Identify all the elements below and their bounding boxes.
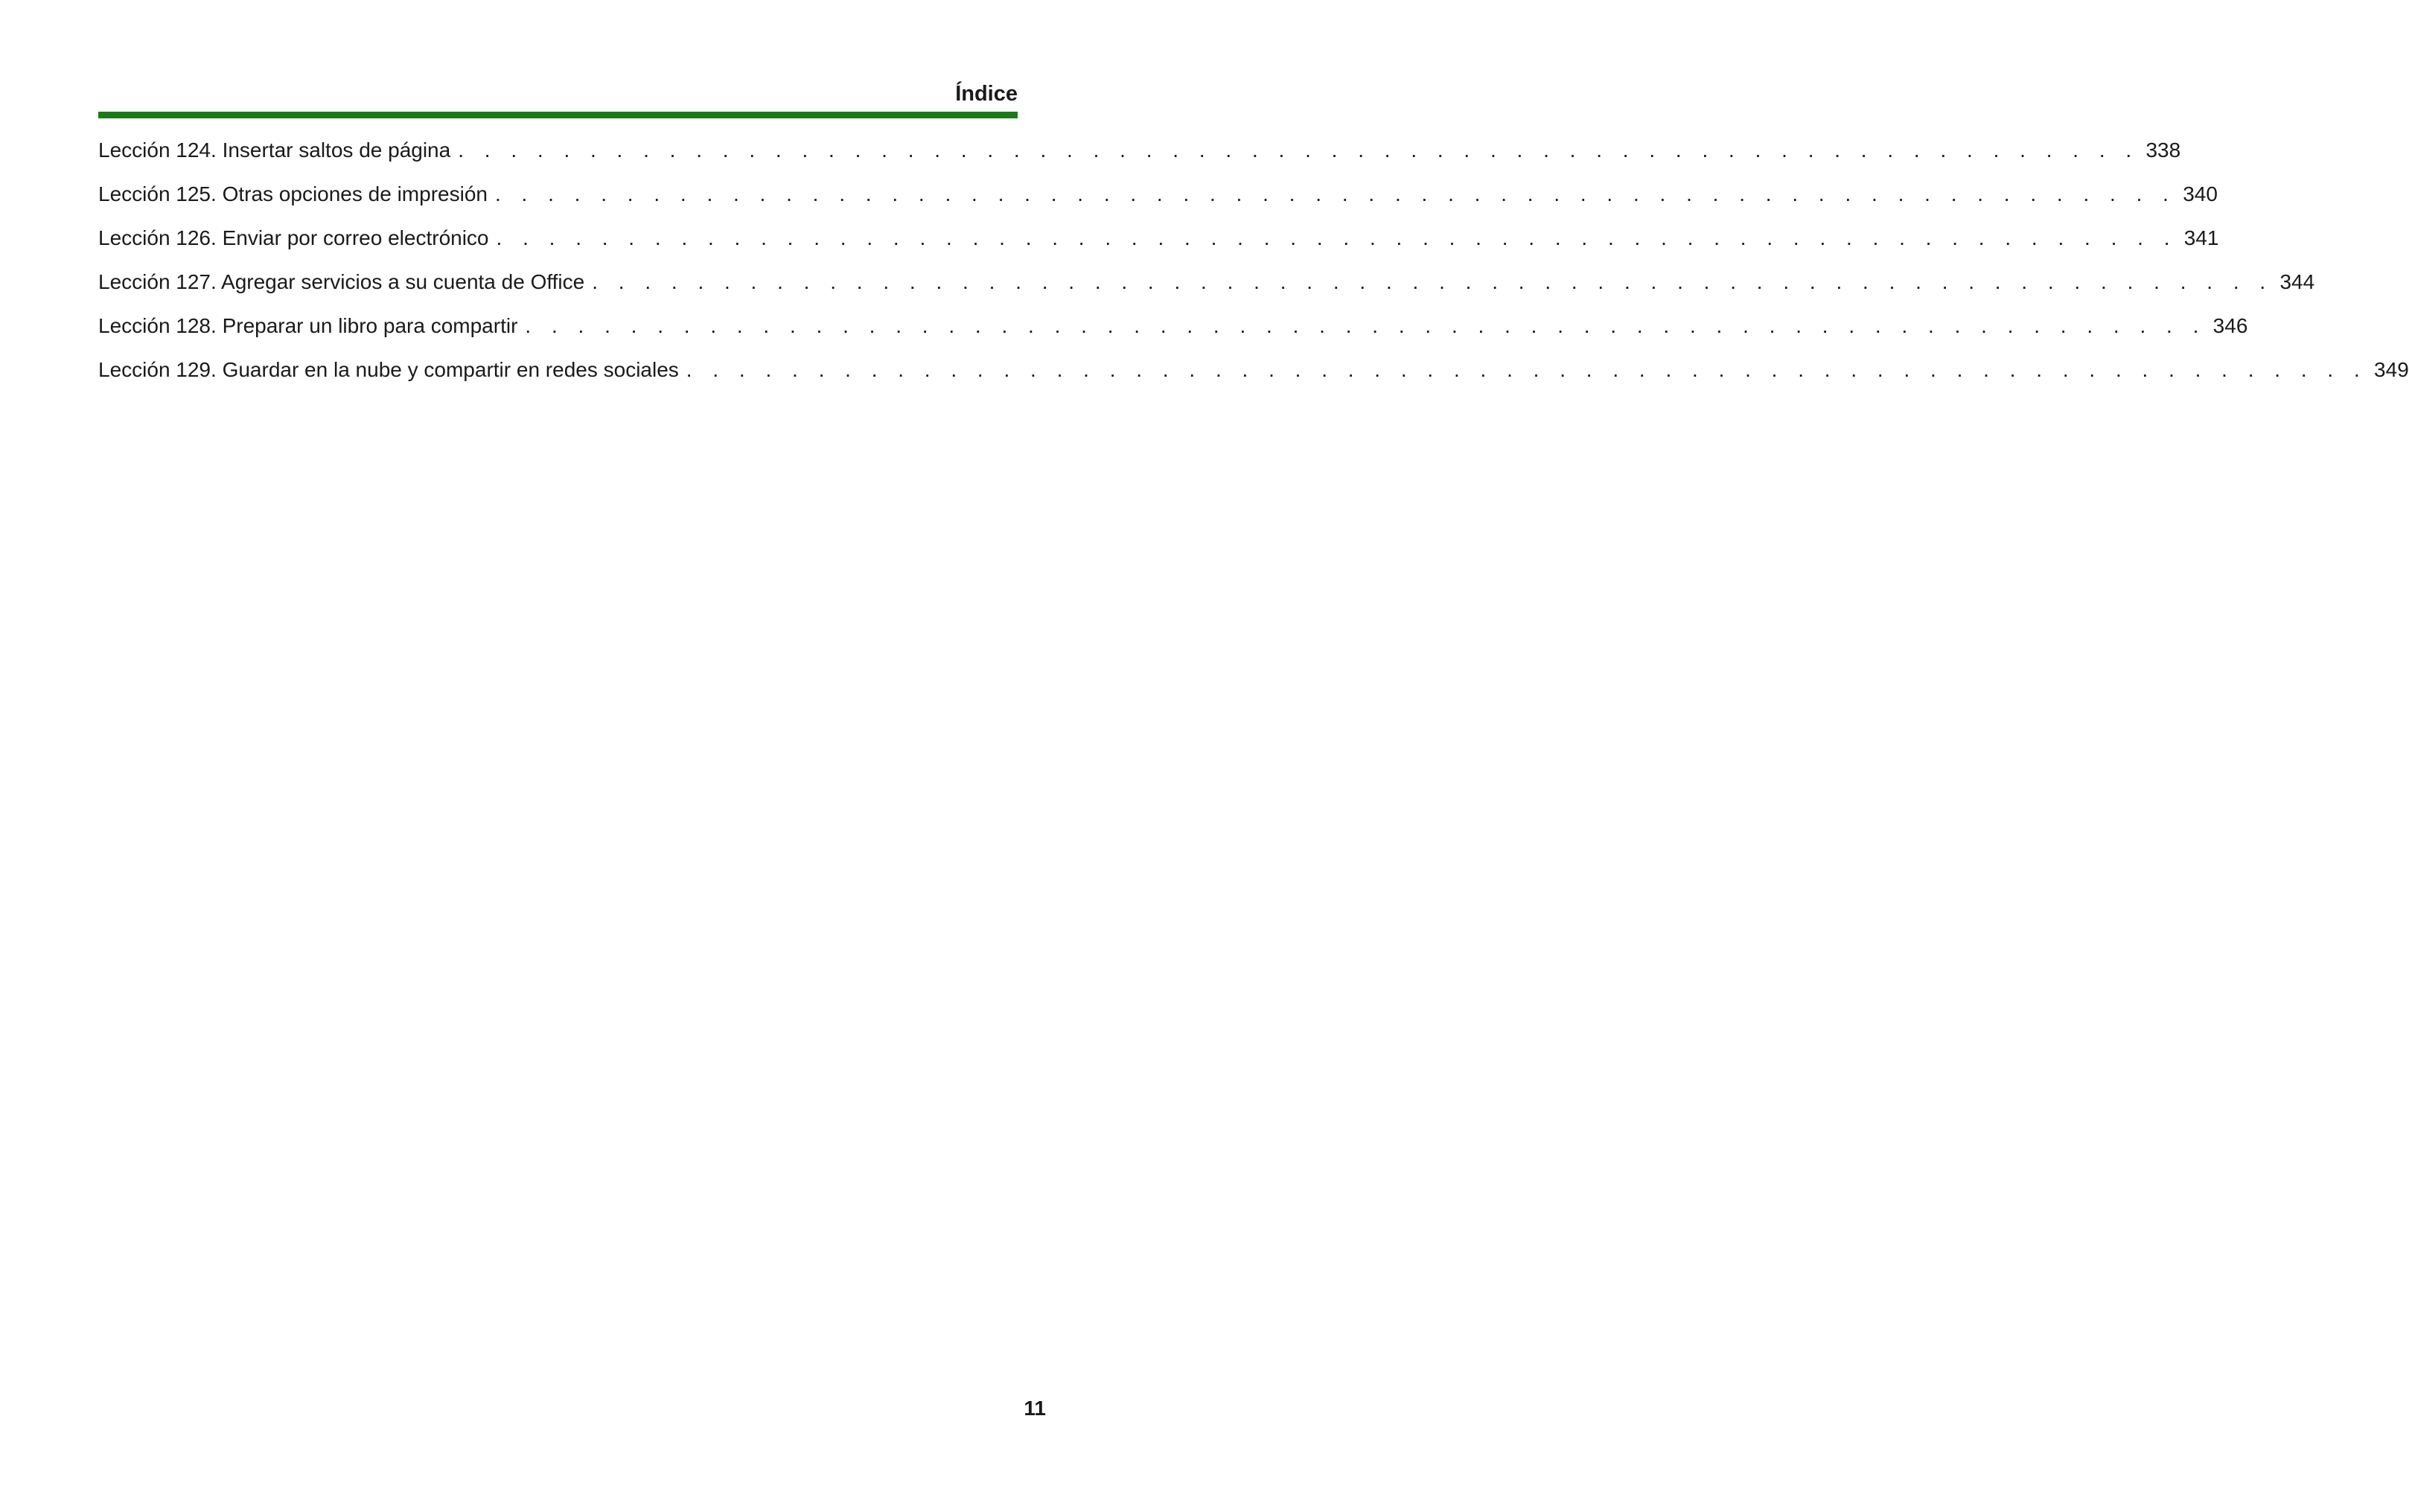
dot-leader: . . . . . . . . . . . . . . . . . . . . . . . . . . . . . . . . . . . . . . . . . . . . . . . . . . . . . . . . . . . . . . . . (458, 138, 2140, 162)
toc-entry-page: 340 (2183, 182, 2218, 205)
toc-entry[interactable] (98, 172, 2218, 216)
toc-entry[interactable] (98, 260, 2315, 304)
toc-entry-page: 338 (2145, 138, 2181, 162)
dot-leader: . . . . . . . . . . . . . . . . . . . . . . . . . . . . . . . . . . . . . . . . . . . . . . . . . . . . . . . . . . . . . . . . (496, 226, 2177, 249)
toc-entry-label: Lección 129. Guardar en la nube y compartir en redes sociales (98, 358, 679, 381)
section-title: Índice (955, 82, 1018, 106)
page-header (98, 79, 1018, 118)
toc-entry-label: Lección 128. Preparar un libro para compartir (98, 314, 518, 337)
dot-leader: . . . . . . . . . . . . . . . . . . . . . . . . . . . . . . . . . . . . . . . . . . . . . . . . . . . . . . . . . . . . . . . . (592, 270, 2274, 293)
toc-entry-page: 349 (2374, 358, 2409, 381)
toc-entry[interactable] (98, 348, 2409, 392)
toc-entry-label: Lección 125. Otras opciones de impresión (98, 182, 488, 205)
toc-entry-label: Lección 127. Agregar servicios a su cuenta de Office (98, 270, 585, 293)
toc-entry[interactable] (98, 304, 2248, 348)
toc-entry-page: 344 (2279, 270, 2315, 293)
toc-entry-label: Lección 126. Enviar por correo electrónico (98, 226, 489, 249)
toc-entry-page: 341 (2183, 226, 2219, 249)
toc-entry[interactable] (98, 216, 2219, 260)
toc-entry-label: Lección 124. Insertar saltos de página (98, 138, 451, 162)
toc-entry-page: 346 (2212, 314, 2248, 337)
header-rule (98, 112, 1018, 118)
dot-leader: . . . . . . . . . . . . . . . . . . . . . . . . . . . . . . . . . . . . . . . . . . . . . . . . . . . . . . . . . . . . . . . . (494, 182, 2176, 205)
table-of-contents (98, 128, 2409, 392)
dot-leader: . . . . . . . . . . . . . . . . . . . . . . . . . . . . . . . . . . . . . . . . . . . . . . . . . . . . . . . . . . . . . . . . (525, 314, 2207, 337)
page-number: 11 (1024, 1397, 1046, 1420)
dot-leader: . . . . . . . . . . . . . . . . . . . . . . . . . . . . . . . . . . . . . . . . . . . . . . . . . . . . . . . . . . . . . . . . (686, 358, 2367, 381)
toc-entry[interactable] (98, 128, 2181, 172)
